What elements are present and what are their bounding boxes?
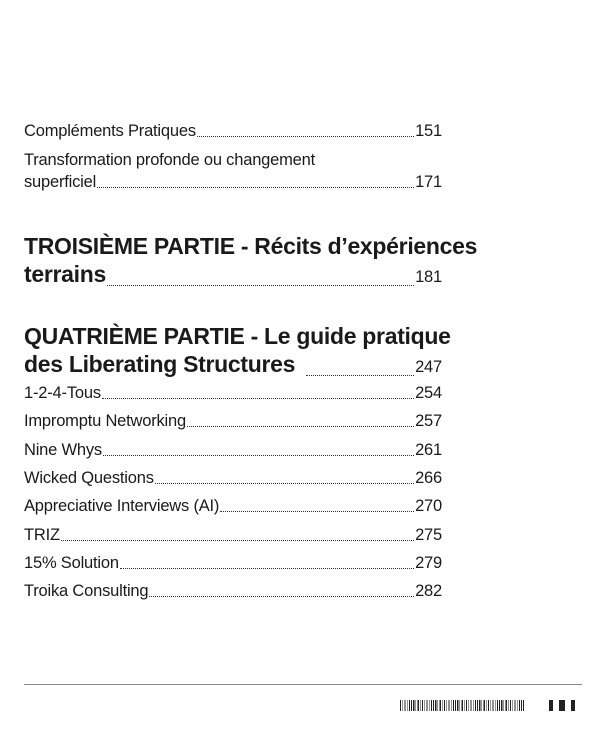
toc-entry-title: 15% Solution [24, 554, 119, 572]
part-heading-continued: terrains [24, 261, 106, 287]
toc-part-troisieme[interactable] [24, 232, 478, 291]
dot-leader [102, 397, 414, 399]
dot-leader [306, 374, 414, 376]
part-heading: TROISIÈME PARTIE - Récits d’expériences [24, 233, 478, 259]
toc-entry-title: 1-2-4-Tous [24, 384, 101, 402]
toc-page-number: 151 [415, 122, 442, 140]
part-heading-continued: des Liberating Structures [24, 351, 296, 377]
dot-leader [97, 186, 414, 188]
toc-entry-title: Nine Whys [24, 441, 102, 459]
toc-page-number: 266 [415, 469, 442, 487]
toc-page-number: 270 [415, 497, 442, 515]
toc-entry-title: Troika Consulting [24, 582, 149, 600]
toc-structure-entry[interactable] [24, 410, 442, 432]
registration-marks-icon [549, 700, 575, 711]
toc-page-number: 247 [415, 358, 442, 376]
dot-leader [103, 454, 414, 456]
toc-structure-entry[interactable] [24, 552, 442, 574]
dot-leader [120, 567, 414, 569]
dot-leader [61, 539, 414, 541]
toc-structure-entry[interactable] [24, 467, 442, 489]
toc-entry-title: TRIZ [24, 526, 60, 544]
toc-page-number: 275 [415, 526, 442, 544]
toc-structure-entry[interactable] [24, 495, 442, 517]
barcode-icon [400, 700, 524, 711]
toc-structure-entry[interactable] [24, 439, 442, 461]
toc-entry-title: Transformation profonde ou changement [24, 151, 316, 169]
dot-leader [220, 510, 414, 512]
toc-entry-title: Compléments Pratiques [24, 122, 196, 140]
dot-leader [155, 482, 414, 484]
toc-page-number: 254 [415, 384, 442, 402]
toc-page-number: 282 [415, 582, 442, 600]
dot-leader [107, 284, 414, 286]
toc-part-quatrieme[interactable] [24, 322, 451, 381]
part-heading: QUATRIÈME PARTIE - Le guide pratique [24, 323, 451, 349]
toc-entry-title: Appreciative Interviews (AI) [24, 497, 220, 515]
toc-entry-title: Wicked Questions [24, 469, 154, 487]
dot-leader [197, 135, 414, 137]
toc-structure-entry[interactable] [24, 382, 442, 404]
toc-entry-title-continued: superficiel [24, 173, 97, 191]
toc-page-number: 279 [415, 554, 442, 572]
toc-page-number: 181 [415, 268, 442, 286]
toc-page-number: 261 [415, 441, 442, 459]
toc-structure-entry[interactable] [24, 580, 442, 602]
toc-structure-entry[interactable] [24, 524, 442, 546]
dot-leader [149, 595, 414, 597]
toc-entry-complements[interactable] [24, 120, 442, 142]
toc-page-number: 257 [415, 412, 442, 430]
dot-leader [187, 425, 414, 427]
toc-page-number: 171 [415, 173, 442, 191]
toc-entry-title: Impromptu Networking [24, 412, 186, 430]
footer-divider [24, 684, 582, 685]
toc-entry-transformation[interactable] [24, 149, 442, 193]
